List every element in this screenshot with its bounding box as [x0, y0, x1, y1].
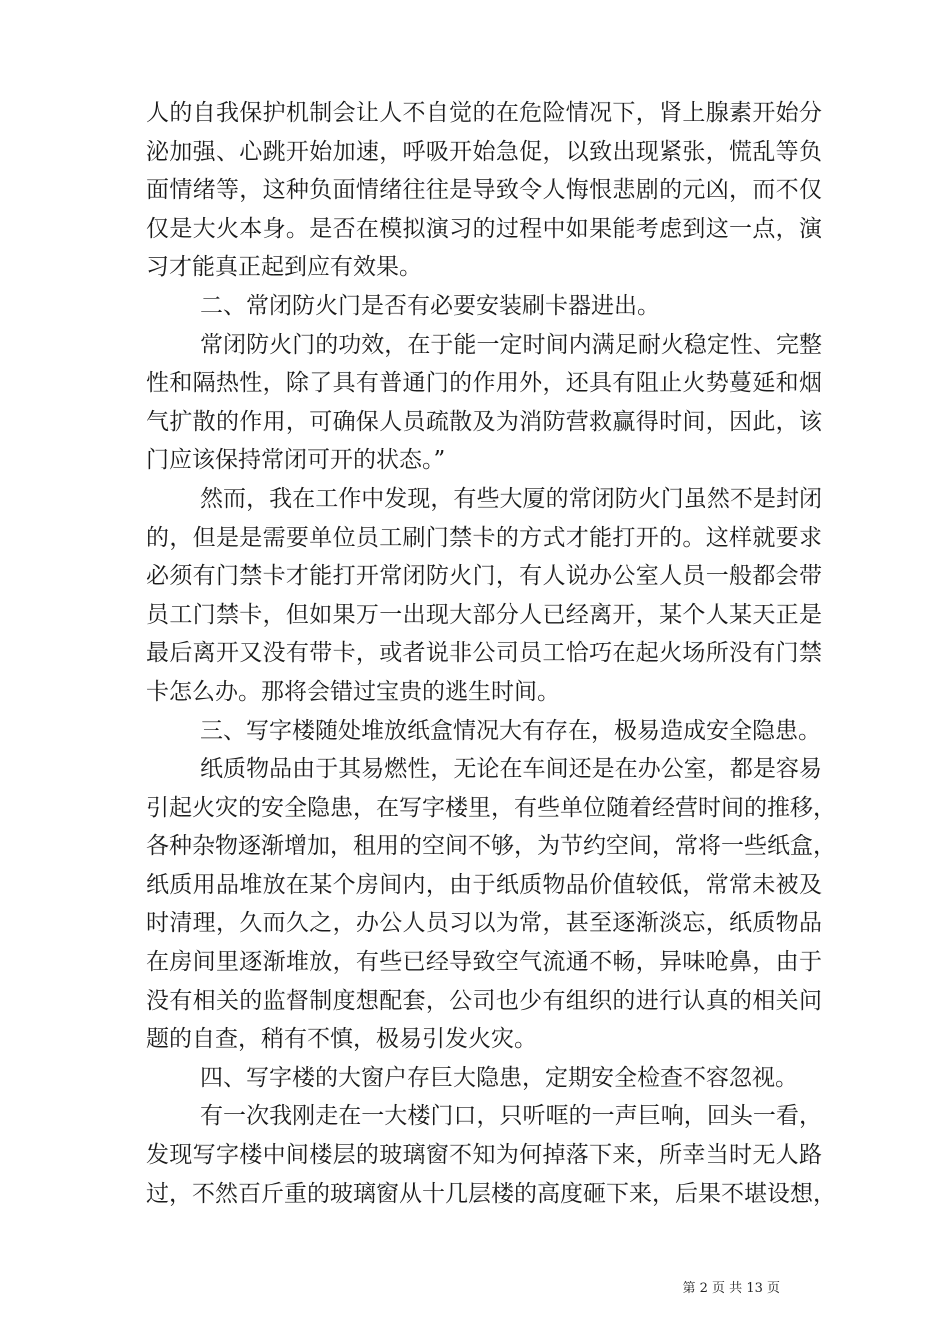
text-line: 最后离开又没有带卡，或者说非公司员工恰巧在起火场所没有门禁 [146, 640, 822, 667]
text-line: 纸质用品堆放在某个房间内，由于纸质物品价值较低，常常未被及 [146, 871, 822, 898]
text-line: 四、写字楼的大窗户存巨大隐患，定期安全检查不容忽视。 [200, 1064, 798, 1091]
text-line: 性和隔热性，除了具有普通门的作用外，还具有阻止火势蔓延和烟 [146, 370, 822, 397]
page-number-footer: 第 2 页 共 13 页 [682, 1281, 780, 1296]
text-line: 在房间里逐渐堆放，有些已经导致空气流通不畅，异味呛鼻，由于 [146, 949, 822, 976]
text-line: 二、常闭防火门是否有必要安装刷卡器进出。 [200, 292, 660, 319]
text-line: 题的自查，稍有不慎，极易引发火灾。 [146, 1026, 537, 1053]
text-line: 泌加强、心跳开始加速，呼吸开始急促，以致出现紧张，慌乱等负 [146, 138, 822, 165]
text-line: 面情绪等，这种负面情绪往往是导致令人悔恨悲剧的元凶，而不仅 [146, 177, 822, 204]
text-line: 员工门禁卡，但如果万一出现大部分人已经离开，某个人某天正是 [146, 601, 822, 628]
text-line: 各种杂物逐渐增加，租用的空间不够，为节约空间，常将一些纸盒， [146, 833, 836, 860]
text-line: 没有相关的监督制度想配套，公司也少有组织的进行认真的相关问 [146, 987, 822, 1014]
text-line: 然而，我在工作中发现，有些大厦的常闭防火门虽然不是封闭 [200, 485, 822, 512]
text-line: 气扩散的作用，可确保人员疏散及为消防营救赢得时间，因此，该 [146, 408, 822, 435]
text-line: 纸质物品由于其易燃性，无论在车间还是在办公室，都是容易 [200, 756, 822, 783]
text-line: 必须有门禁卡才能打开常闭防火门，有人说办公室人员一般都会带 [146, 563, 822, 590]
text-line: 三、写字楼随处堆放纸盒情况大有存在，极易造成安全隐患。 [200, 717, 821, 744]
document-body [146, 94, 836, 1213]
text-line: 引起火灾的安全隐患，在写字楼里，有些单位随着经营时间的推移， [146, 794, 836, 821]
text-line: 发现写字楼中间楼层的玻璃窗不知为何掉落下来，所幸当时无人路 [146, 1142, 822, 1169]
text-line: 常闭防火门的功效，在于能一定时间内满足耐火稳定性、完整 [200, 331, 822, 358]
text-line: 习才能真正起到应有效果。 [146, 254, 422, 281]
text-line: 人的自我保护机制会让人不自觉的在危险情况下，肾上腺素开始分 [146, 100, 822, 126]
text-line: 时清理，久而久之，办公人员习以为常，甚至逐渐淡忘，纸质物品 [146, 910, 822, 937]
text-line: 仅是大火本身。是否在模拟演习的过程中如果能考虑到这一点，演 [146, 215, 822, 242]
text-line: 的，但是是需要单位员工刷门禁卡的方式才能打开的。这样就要求 [146, 524, 822, 551]
text-line: 过，不然百斤重的玻璃窗从十几层楼的高度砸下来，后果不堪设想， [146, 1180, 836, 1207]
text-line: 有一次我刚走在一大楼门口，只听哐的一声巨响，回头一看， [200, 1103, 822, 1130]
text-line: 卡怎么办。那将会错过宝贵的逃生时间。 [146, 678, 560, 705]
text-line: 门应该保持常闭可开的状态。” [146, 447, 446, 474]
